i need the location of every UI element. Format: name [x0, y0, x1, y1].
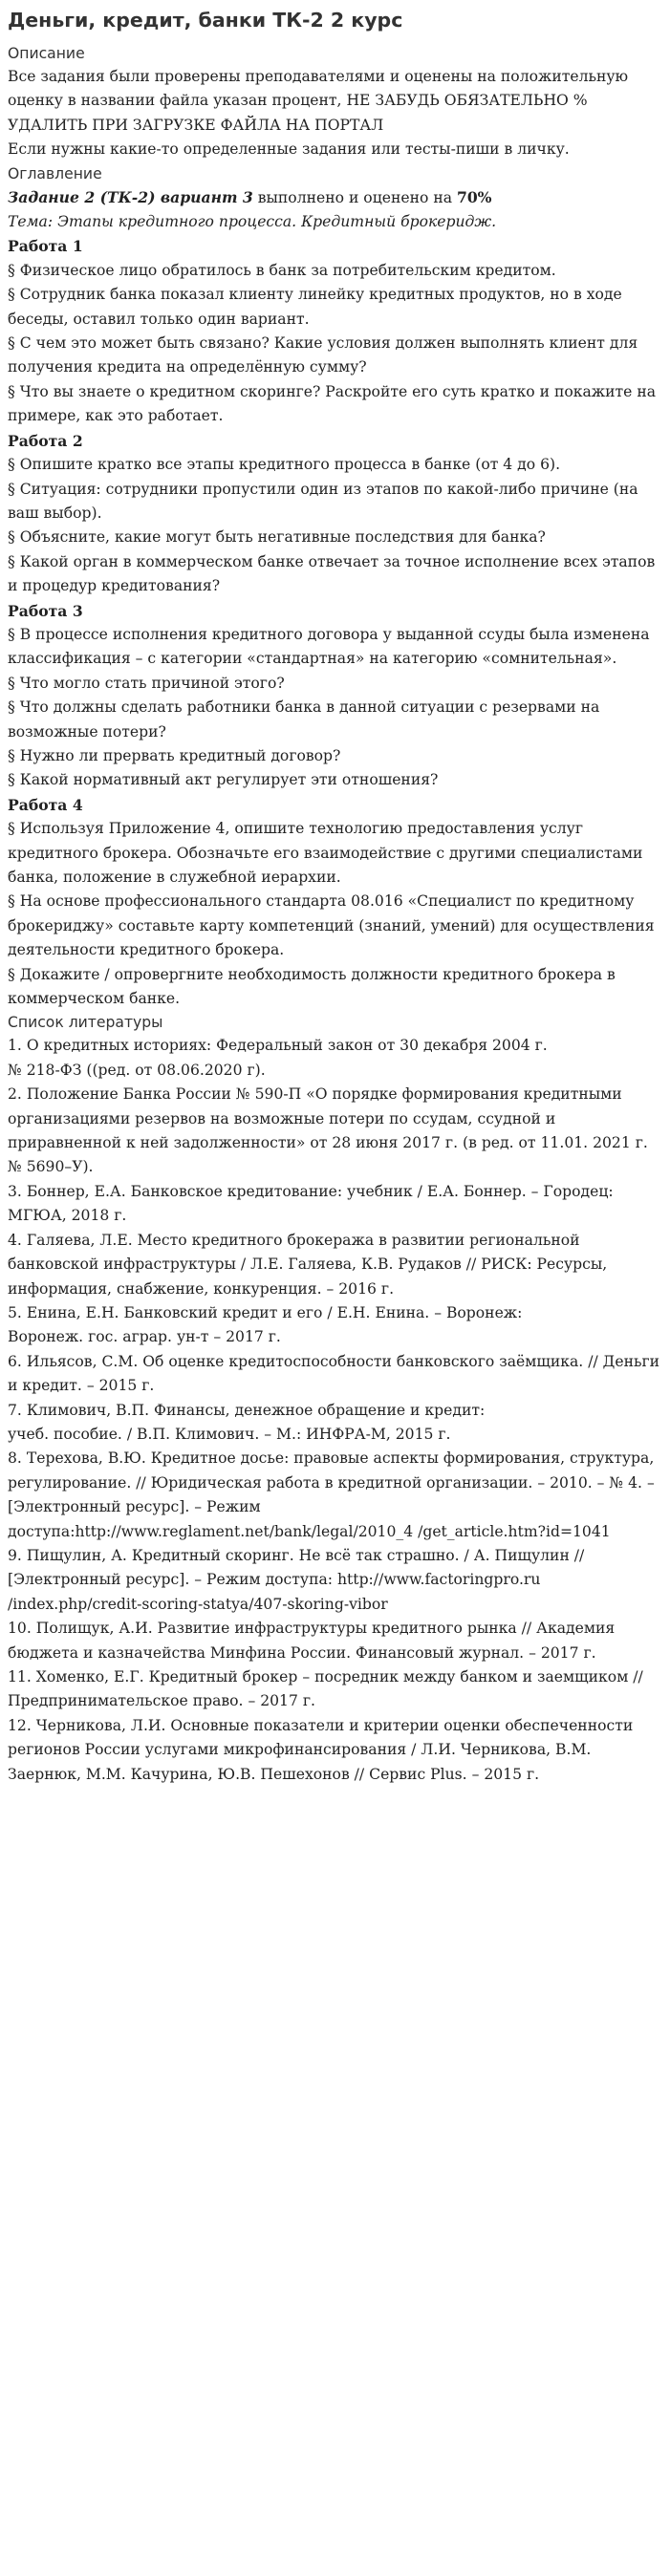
- reference-item: 6. Ильясов, С.М. Об оценке кредитоспособности банковского заёмщика. // Деньги и кредит. – 2015 г.: [8, 1352, 660, 1395]
- work-question: § Ситуация: сотрудники пропустили один из этапов по какой-либо причине (на ваш выбор).: [8, 480, 638, 522]
- work-question: § На основе профессионального стандарта 08.016 «Специалист по кредитному брокериджу» составьте карту компетенций (знаний, умений) для осуществления деятельности кредитного брокера.: [8, 892, 655, 959]
- work-question: § Нужно ли прервать кредитный договор?: [8, 746, 341, 764]
- reference-item: № 218-ФЗ ((ред. от 08.06.2020 г).: [8, 1061, 266, 1079]
- reference-item: 1. О кредитных историях: Федеральный закон от 30 декабря 2004 г.: [8, 1037, 548, 1055]
- work-question: § С чем это может быть связано? Какие условия должен выполнять клиент для получения кредита на определённую сумму?: [8, 334, 638, 376]
- work-question: § Какой нормативный акт регулирует эти отношения?: [8, 771, 439, 789]
- description-label: Описание: [8, 45, 85, 62]
- reference-item: 7. Климович, В.П. Финансы, денежное обращение и кредит:: [8, 1401, 486, 1419]
- work-question: § Физическое лицо обратилось в банк за потребительским кредитом.: [8, 261, 556, 279]
- assignment-percent: 70%: [456, 187, 492, 206]
- work-question: § Используя Приложение 4, опишите технологию предоставления услуг кредитного брокера. Обозначьте его взаимодействие с другими специалистами банка, положение в служебной иерархии.: [8, 820, 643, 886]
- reference-item: 10. Полищук, А.И. Развитие инфраструктуры кредитного рынка // Академия бюджета и казначейства Минфина России. Финансовый журнал. – 2017 г.: [8, 1620, 616, 1662]
- references-list: [8, 1034, 662, 1787]
- reference-item: Воронеж. гос. аграр. ун-т – 2017 г.: [8, 1328, 281, 1346]
- work-question: § Докажите / опровергните необходимость должности кредитного брокера в коммерческом банке.: [8, 965, 616, 1008]
- work-question: § Что могло стать причиной этого?: [8, 674, 285, 692]
- work-heading: Работа 1: [8, 237, 83, 256]
- reference-item: 5. Енина, Е.Н. Банковский кредит и его / Е.Н. Енина. – Воронеж:: [8, 1303, 523, 1321]
- work-question: § Какой орган в коммерческом банке отвечает за точное исполнение всех этапов и процедур кредитования?: [8, 552, 656, 595]
- reference-item: 9. Пищулин, А. Кредитный скоринг. Не всё так страшно. / А. Пищулин // [Электронный ресурс]. – Режим доступа: http://www.factoringpro.ru /index.php/credit-scoring-statya/407-skoring-vibor: [8, 1546, 585, 1613]
- assignment-line: [8, 185, 662, 210]
- work-question: § В процессе исполнения кредитного договора у выданной ссуды была изменена классификация – с категории «стандартная» на категорию «сомнительная».: [8, 625, 650, 668]
- work-question: § Что должны сделать работники банка в данной ситуации с резервами на возможные потери?: [8, 698, 600, 741]
- work-heading: Работа 2: [8, 431, 83, 450]
- reference-item: 4. Галяева, Л.Е. Место кредитного брокеража в развитии региональной банковской инфраструктуры / Л.Е. Галяева, К.В. Рудаков // РИСК: Ресурсы, информация, снабжение, конкуренция. – 2016 г.: [8, 1231, 608, 1298]
- reference-item: 3. Боннер, Е.А. Банковское кредитование: учебник / Е.А. Боннер. – Городец: МГЮА, 2018 г.: [8, 1182, 614, 1225]
- work-question: § Опишите кратко все этапы кредитного процесса в банке (от 4 до 6).: [8, 456, 561, 474]
- page-title: Деньги, кредит, банки ТК-2 2 курс: [8, 9, 403, 32]
- assignment-middle: выполнено и оценено на: [252, 188, 457, 206]
- reference-item: 8. Терехова, В.Ю. Кредитное досье: правовые аспекты формирования, структура, регулирование. // Юридическая работа в кредитной организации. – 2010. – № 4. –[Электронный ресурс]. – Режим доступа:http://www.reglament.net/bank/legal/2010_4 /get_article.htm?id=1041: [8, 1449, 655, 1540]
- works-section: [8, 234, 662, 1011]
- topic-line: Тема: Этапы кредитного процесса. Кредитный брокеридж.: [8, 213, 497, 231]
- reference-item: 12. Черникова, Л.И. Основные показатели и критерии оценки обеспеченности регионов России услугами микрофинансирования / Л.И. Черникова, В.М. Заернюк, М.М. Качурина, Ю.В. Пешехонов // Сервис Plus. – 2015 г.: [8, 1716, 634, 1783]
- work-question: § Что вы знаете о кредитном скоринге? Раскройте его суть кратко и покажите на примере, как это работает.: [8, 382, 657, 425]
- assignment-name: Задание 2 (ТК-2) вариант 3: [8, 187, 253, 206]
- description-text: Все задания были проверены преподавателями и оценены на положительную оценку в названии файла указан процент, НЕ ЗАБУДЬ ОБЯЗАТЕЛЬНО % УДАЛИТЬ ПРИ ЗАГРУЗКЕ ФАЙЛА НА ПОРТАЛ: [8, 68, 629, 134]
- work-heading: Работа 3: [8, 601, 83, 620]
- work-heading: Работа 4: [8, 795, 83, 814]
- reference-item: 11. Хоменко, Е.Г. Кредитный брокер – посредник между банком и заемщиком // Предпринимательское право. – 2017 г.: [8, 1668, 643, 1710]
- reference-item: учеб. пособие. / В.П. Климович. – М.: ИНФРА-М, 2015 г.: [8, 1425, 451, 1443]
- note-text: Если нужны какие-то определенные задания или тесты-пиши в личку.: [8, 140, 570, 159]
- work-question: § Сотрудник банка показал клиенту линейку кредитных продуктов, но в ходе беседы, оставил только один вариант.: [8, 286, 622, 328]
- toc-label: Оглавление: [8, 164, 102, 182]
- work-question: § Объясните, какие могут быть негативные последствия для банка?: [8, 528, 546, 547]
- reference-item: 2. Положение Банка России № 590-П «О порядке формирования кредитными организациями резервов на возможные потери по ссудам, ссудной и приравненной к ней задолженности» от 28 июня 2017 г. (в ред. от 11.01. 2021 г. № 5690–У).: [8, 1085, 648, 1176]
- references-label: Список литературы: [8, 1014, 163, 1032]
